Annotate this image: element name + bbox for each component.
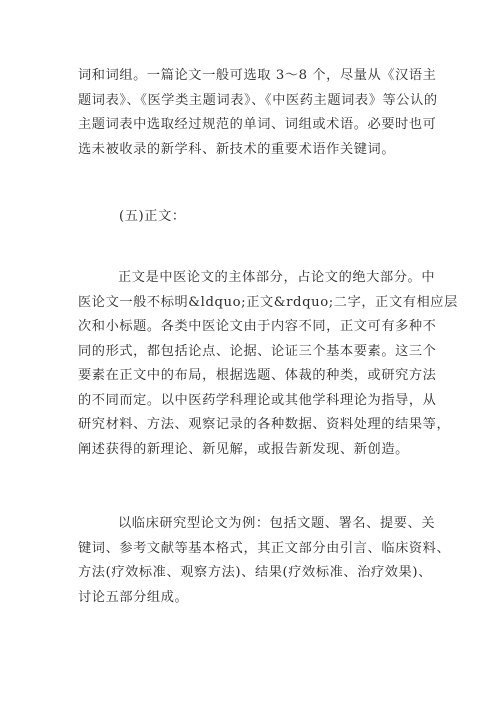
text-line: 研究材料、方法、观察记录的各种数据、资料处理的结果等， bbox=[78, 417, 451, 432]
text-line: 的不同而定。以中医药学科理论或其他学科理论为指导，从 bbox=[78, 392, 437, 408]
text-line: 词和词组。一篇论文一般可选取 3～8 个，尽量从《汉语主 bbox=[78, 68, 437, 83]
text-line: 次和小标题。各类中医论文由于内容不同，正文可有多种不 bbox=[78, 319, 437, 334]
paragraph-clinical-example bbox=[78, 512, 451, 610]
text-line: 同的形式，都包括论点、论据、论证三个基本要素。这三个 bbox=[78, 343, 437, 359]
text-line: 选未被收录的新学科、新技术的重要术语作关键词。 bbox=[78, 141, 396, 157]
section-heading: (五)正文： bbox=[119, 209, 186, 224]
text-line: 讨论五部分组成。 bbox=[78, 589, 189, 605]
paragraph-keywords-continuation bbox=[78, 64, 438, 162]
text-line: 正文是中医论文的主体部分，占论文的绝大部分。中 bbox=[118, 270, 436, 285]
text-line: 方法(疗效标准、观察方法)、结果(疗效标准、治疗效果)、 bbox=[78, 565, 432, 580]
text-line: 题词表》、《医学类主题词表》、《中医药主题词表》等公认的 bbox=[78, 92, 438, 108]
text-line: 要素在正文中的布局，根据选题、体裁的种类，或研究方法 bbox=[78, 368, 437, 383]
paragraph-body-description bbox=[78, 266, 458, 462]
text-line: 键词、参考文献等基本格式，其正文部分由引言、临床资料、 bbox=[78, 540, 451, 556]
text-line: 主题词表中选取经过规范的单词、词组或术语。必要时也可 bbox=[78, 117, 437, 132]
text-line: 医论文一般不标明&ldquo;正文&rdquo;二字，正文有相应层 bbox=[78, 294, 458, 310]
text-line: 以临床研究型论文为例：包括文题、署名、提要、关 bbox=[118, 516, 436, 531]
text-line: 阐述获得的新理论、新见解，或报告新发现、新创造。 bbox=[78, 441, 409, 457]
section-heading-body bbox=[119, 205, 319, 230]
